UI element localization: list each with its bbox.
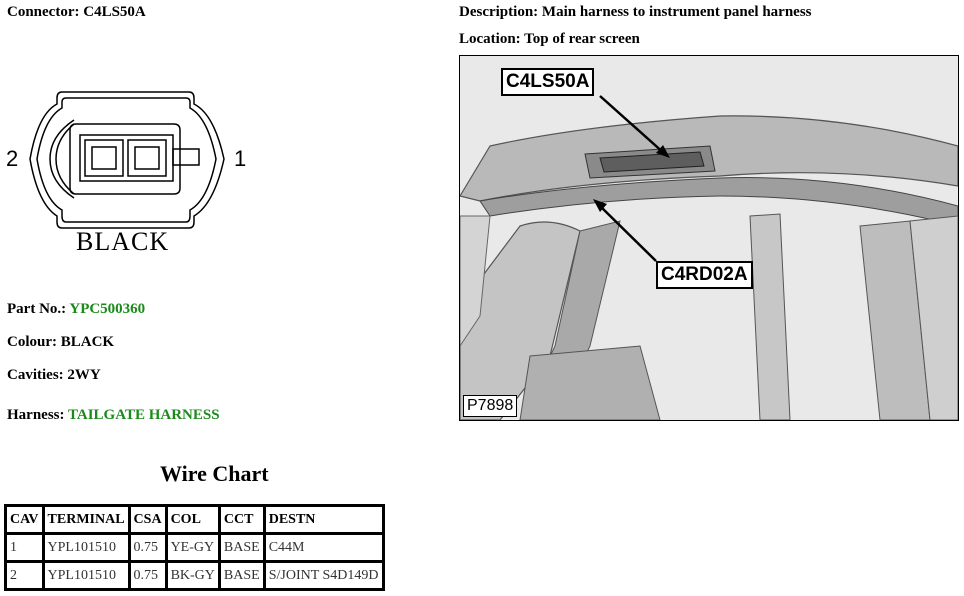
wire-chart-header-row [6, 506, 384, 534]
cell-col: YE-GY [166, 534, 219, 562]
cell-destn: S/JOINT S4D149D [264, 562, 383, 590]
header-cav: CAV [6, 506, 44, 534]
callout-c4rd02a: C4RD02A [656, 261, 753, 289]
harness-line [7, 407, 220, 424]
header-csa: CSA [129, 506, 166, 534]
part-number-label: Part No.: [7, 301, 67, 317]
cavities-value: 2WY [67, 367, 101, 383]
cell-col: BK-GY [166, 562, 219, 590]
wire-chart-table [4, 504, 385, 591]
callout-c4ls50a: C4LS50A [501, 68, 594, 96]
connector-face-diagram [4, 84, 264, 264]
vehicle-rear-frame-illustration [460, 56, 958, 420]
part-number-line [7, 301, 145, 318]
cavities-label: Cavities: [7, 367, 64, 383]
wire-chart-title: Wire Chart [160, 461, 269, 486]
colour-value: BLACK [60, 334, 115, 350]
colour-line [7, 334, 114, 351]
header-destn: DESTN [264, 506, 383, 534]
cavities-line [7, 367, 101, 384]
location-illustration [459, 55, 959, 421]
header-cct: CCT [219, 506, 264, 534]
table-row [6, 534, 384, 562]
location-line [459, 31, 640, 48]
connector-label: Connector: [7, 4, 80, 20]
pin-1-label: 1 [234, 146, 247, 171]
description-label: Description: [459, 4, 539, 20]
cell-destn: C44M [264, 534, 383, 562]
cell-cav: 2 [6, 562, 44, 590]
table-row [6, 562, 384, 590]
cell-cct: BASE [219, 534, 264, 562]
harness-label: Harness: [7, 407, 65, 423]
header-terminal: TERMINAL [43, 506, 129, 534]
figure-id-label: P7898 [463, 395, 517, 417]
colour-label: Colour: [7, 334, 57, 350]
location-label: Location: [459, 31, 521, 47]
cell-csa: 0.75 [129, 562, 166, 590]
cell-csa: 0.75 [129, 534, 166, 562]
cell-cav: 1 [6, 534, 44, 562]
connector-line [7, 4, 146, 21]
connector-value: C4LS50A [83, 4, 146, 20]
description-value: Main harness to instrument panel harness [541, 4, 812, 20]
cell-terminal: YPL101510 [43, 562, 129, 590]
location-value: Top of rear screen [524, 31, 640, 47]
cell-terminal: YPL101510 [43, 534, 129, 562]
part-number-value: YPC500360 [69, 301, 146, 317]
cell-cct: BASE [219, 562, 264, 590]
diagram-colour-label: BLACK [76, 227, 170, 256]
description-line [459, 4, 812, 21]
harness-value: TAILGATE HARNESS [67, 407, 220, 423]
pin-2-label: 2 [6, 146, 19, 171]
header-col: COL [166, 506, 219, 534]
